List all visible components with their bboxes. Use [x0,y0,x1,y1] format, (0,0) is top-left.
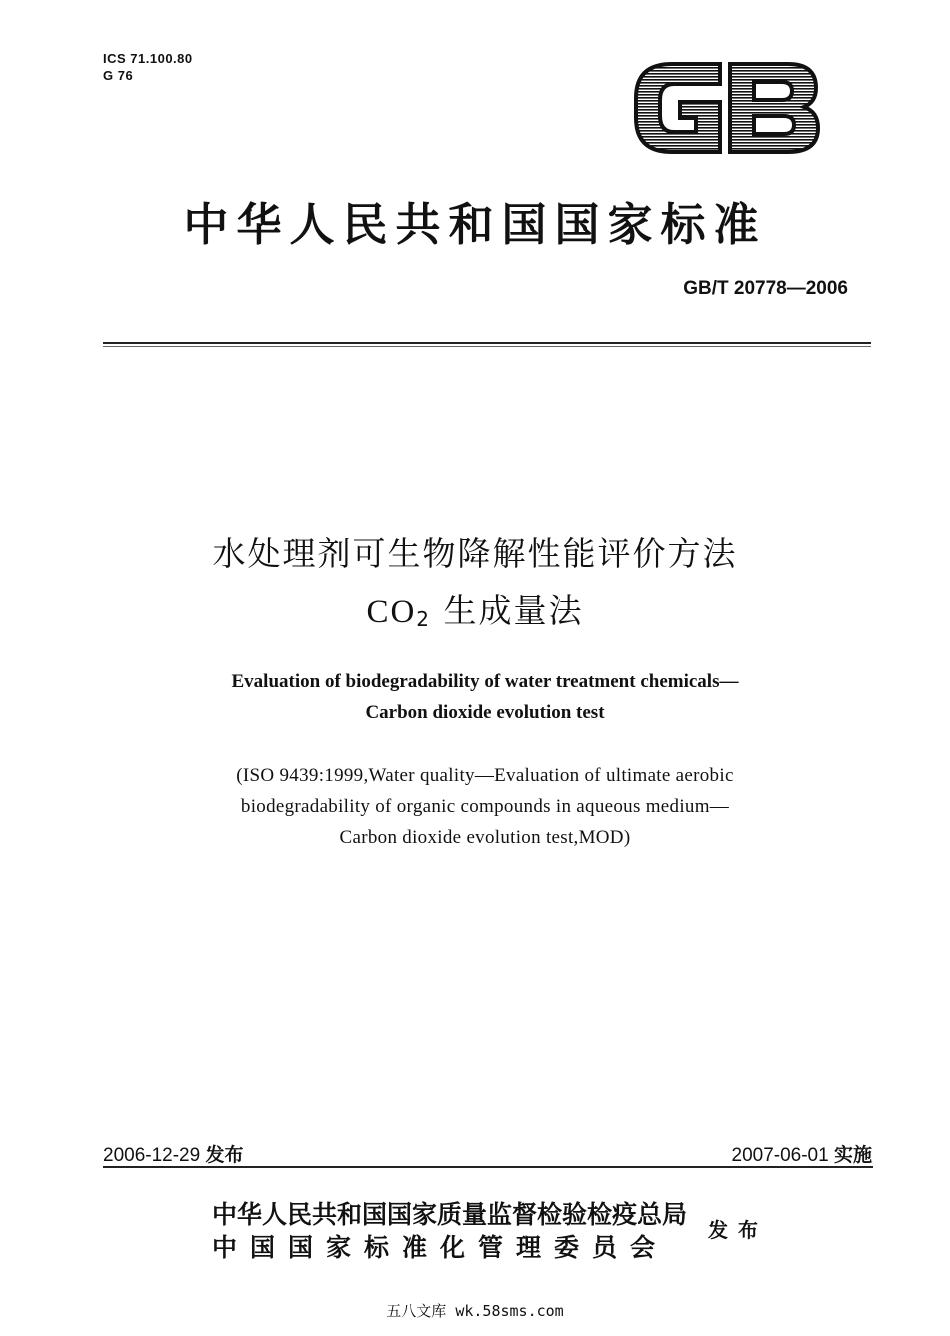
issuer-block [212,1198,687,1264]
iso-reference-line1: (ISO 9439:1999,Water quality—Evaluation of ultimate aerobic [236,765,734,786]
classification-codes [103,50,193,84]
standard-number: GB/T 20778—2006 [683,278,848,299]
ics-code: ICS 71.100.80 [103,51,193,66]
footer-divider [103,1166,873,1168]
title-chinese-line1: 水处理剂可生物降解性能评价方法 [212,534,738,573]
publish-label: 发布 [708,1218,768,1242]
title-co-subscript: 2 [416,607,432,631]
ccs-code: G 76 [103,68,134,83]
issue-label: 发布 [205,1144,244,1166]
effective-date-block [660,1140,872,1167]
gb-logo [632,58,822,158]
issuer-line1: 中华人民共和国国家质量监督检验检疫总局 [212,1200,688,1229]
effective-label: 实施 [833,1144,872,1166]
footer-watermark: 五八文库 wk.58sms.com [386,1302,564,1320]
title-english [60,666,910,728]
title-chinese-line2 [60,585,890,632]
issuer-line2: 中国国家标准化管理委员会 [212,1233,669,1262]
iso-reference-line3: Carbon dioxide evolution test,MOD) [339,827,631,848]
issue-date-block [103,1140,244,1167]
title-co-prefix: CO [366,594,417,630]
iso-reference-line2: biodegradability of organic compounds in aqueous medium— [240,796,730,817]
effective-date: 2007-06-01 [731,1145,829,1166]
title-co-suffix: 生成量法 [443,591,584,630]
issue-date: 2006-12-29 [103,1145,201,1166]
national-standard-heading: 中华人民共和国国家标准 [183,198,767,251]
header-divider-thin [103,346,871,347]
title-english-line2: Carbon dioxide evolution test [365,702,605,723]
iso-reference [60,760,910,853]
gb-logo-graphic [632,58,822,158]
title-english-line1: Evaluation of biodegradability of water treatment chemicals— [231,671,739,692]
header-divider [103,342,871,344]
